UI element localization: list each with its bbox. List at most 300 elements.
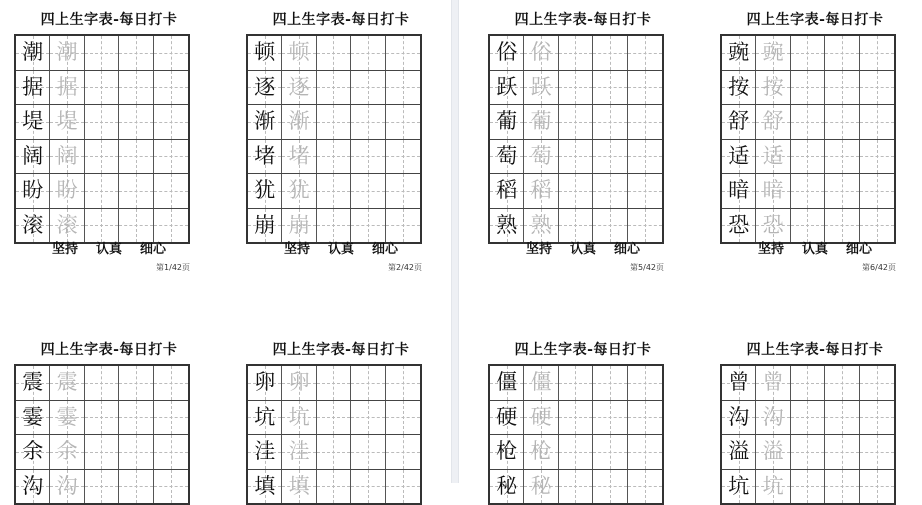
grid-row: [490, 401, 662, 436]
motto-word: 坚持: [525, 242, 552, 257]
tianzige-cell: [50, 71, 84, 105]
tianzige-cell: [490, 174, 524, 208]
worksheet-title: 四上生字表-每日打卡: [40, 342, 178, 358]
tianzige-cell: [317, 366, 351, 400]
motto-word: 细心: [614, 242, 641, 257]
page-number: 第6/42页: [862, 263, 896, 272]
tianzige-cell: [50, 470, 84, 504]
tianzige-cell: [119, 174, 153, 208]
tianzige-cell: [154, 366, 188, 400]
trace-character: 顿: [288, 40, 310, 65]
trace-character: 坑: [762, 473, 784, 498]
tianzige-cell: [351, 209, 385, 243]
motto-word: 认真: [327, 242, 354, 257]
motto-word: 细心: [140, 242, 167, 257]
tianzige-cell: [722, 435, 756, 469]
trace-character: 沟: [762, 404, 784, 429]
tianzige-cell: [50, 401, 84, 435]
motto-line: [14, 238, 204, 257]
tianzige-cell: [16, 470, 50, 504]
motto-word: 认真: [95, 242, 122, 257]
model-character: 跃: [496, 74, 518, 99]
grid-row: [248, 435, 420, 470]
tianzige-cell: [317, 140, 351, 174]
tianzige-cell: [154, 36, 188, 70]
writing-grid: [488, 364, 664, 505]
model-character: 洼: [254, 439, 276, 464]
trace-character: 僵: [530, 370, 552, 395]
tianzige-cell: [154, 105, 188, 139]
tianzige-cell: [282, 435, 316, 469]
trace-character: 按: [762, 74, 784, 99]
trace-character: 稻: [530, 178, 552, 203]
tianzige-cell: [791, 36, 825, 70]
tianzige-cell: [248, 105, 282, 139]
tianzige-cell: [756, 435, 790, 469]
tianzige-cell: [593, 435, 627, 469]
tianzige-cell: [628, 435, 662, 469]
worksheet-title: 四上生字表-每日打卡: [40, 12, 178, 28]
tianzige-cell: [559, 140, 593, 174]
tianzige-cell: [559, 71, 593, 105]
tianzige-cell: [756, 366, 790, 400]
tianzige-cell: [825, 470, 859, 504]
model-character: 逐: [254, 74, 276, 99]
tianzige-cell: [825, 174, 859, 208]
tianzige-cell: [386, 470, 420, 504]
tianzige-cell: [317, 105, 351, 139]
writing-grid: [14, 34, 190, 244]
tianzige-cell: [119, 36, 153, 70]
trace-character: 渐: [288, 109, 310, 134]
trace-character: 秘: [530, 473, 552, 498]
grid-row: [248, 174, 420, 209]
tianzige-cell: [559, 401, 593, 435]
tianzige-cell: [825, 71, 859, 105]
motto-word: 坚持: [51, 242, 78, 257]
tianzige-cell: [154, 71, 188, 105]
tianzige-cell: [386, 174, 420, 208]
tianzige-cell: [386, 105, 420, 139]
tianzige-cell: [825, 401, 859, 435]
model-character: 霎: [22, 404, 44, 429]
tianzige-cell: [119, 401, 153, 435]
tianzige-cell: [351, 470, 385, 504]
tianzige-cell: [722, 140, 756, 174]
tianzige-cell: [282, 209, 316, 243]
tianzige-cell: [593, 36, 627, 70]
tianzige-cell: [825, 435, 859, 469]
tianzige-cell: [860, 209, 894, 243]
writing-grid: [14, 364, 190, 505]
tianzige-cell: [628, 174, 662, 208]
tianzige-cell: [722, 174, 756, 208]
tianzige-cell: [248, 209, 282, 243]
tianzige-cell: [282, 140, 316, 174]
tianzige-cell: [85, 71, 119, 105]
tianzige-cell: [593, 174, 627, 208]
tianzige-cell: [317, 401, 351, 435]
tianzige-cell: [351, 174, 385, 208]
tianzige-cell: [119, 435, 153, 469]
model-character: 震: [22, 370, 44, 395]
tianzige-cell: [282, 174, 316, 208]
grid-row: [16, 140, 188, 175]
tianzige-cell: [282, 36, 316, 70]
grid-row: [490, 366, 662, 401]
tianzige-cell: [593, 140, 627, 174]
tianzige-cell: [386, 36, 420, 70]
tianzige-cell: [85, 401, 119, 435]
tianzige-cell: [282, 105, 316, 139]
trace-character: 卵: [288, 370, 310, 395]
model-character: 潮: [22, 40, 44, 65]
tianzige-cell: [386, 209, 420, 243]
grid-row: [248, 140, 420, 175]
tianzige-cell: [524, 209, 558, 243]
tianzige-cell: [524, 470, 558, 504]
grid-row: [490, 36, 662, 71]
worksheet-card[interactable]: [488, 340, 678, 498]
tianzige-cell: [282, 366, 316, 400]
tianzige-cell: [860, 105, 894, 139]
tianzige-cell: [351, 71, 385, 105]
grid-row: [16, 209, 188, 243]
grid-row: [490, 435, 662, 470]
tianzige-cell: [351, 140, 385, 174]
model-character: 余: [22, 439, 44, 464]
grid-row: [722, 470, 894, 504]
grid-row: [248, 105, 420, 140]
tianzige-cell: [351, 401, 385, 435]
tianzige-cell: [860, 401, 894, 435]
motto-word: 认真: [569, 242, 596, 257]
model-character: 硬: [496, 404, 518, 429]
tianzige-cell: [628, 366, 662, 400]
tianzige-cell: [722, 401, 756, 435]
model-character: 暗: [728, 178, 750, 203]
trace-character: 滚: [56, 212, 78, 237]
tianzige-cell: [628, 209, 662, 243]
tianzige-cell: [85, 174, 119, 208]
grid-row: [16, 470, 188, 504]
tianzige-cell: [524, 401, 558, 435]
tianzige-cell: [317, 71, 351, 105]
tianzige-cell: [50, 435, 84, 469]
tianzige-cell: [386, 401, 420, 435]
tianzige-cell: [860, 174, 894, 208]
tianzige-cell: [628, 470, 662, 504]
trace-character: 曾: [762, 370, 784, 395]
tianzige-cell: [16, 174, 50, 208]
motto-word: 坚持: [283, 242, 310, 257]
trace-character: 跃: [530, 74, 552, 99]
tianzige-cell: [860, 470, 894, 504]
grid-row: [16, 174, 188, 209]
motto-line: [488, 238, 678, 257]
tianzige-cell: [628, 401, 662, 435]
tianzige-cell: [825, 366, 859, 400]
grid-row: [722, 105, 894, 140]
tianzige-cell: [351, 36, 385, 70]
tianzige-cell: [722, 209, 756, 243]
tianzige-cell: [85, 36, 119, 70]
tianzige-cell: [119, 105, 153, 139]
tianzige-cell: [16, 401, 50, 435]
grid-row: [16, 366, 188, 401]
writing-grid: [246, 34, 422, 244]
trace-character: 崩: [288, 212, 310, 237]
grid-row: [490, 71, 662, 106]
worksheet-card[interactable]: [488, 10, 678, 300]
grid-row: [722, 71, 894, 106]
motto-word: 认真: [801, 242, 828, 257]
tianzige-cell: [593, 401, 627, 435]
grid-row: [248, 401, 420, 436]
tianzige-cell: [317, 174, 351, 208]
tianzige-cell: [490, 470, 524, 504]
tianzige-cell: [722, 470, 756, 504]
tianzige-cell: [248, 174, 282, 208]
grid-row: [722, 36, 894, 71]
trace-character: 震: [56, 370, 78, 395]
tianzige-cell: [386, 435, 420, 469]
model-character: 顿: [254, 40, 276, 65]
tianzige-cell: [791, 71, 825, 105]
tianzige-cell: [756, 401, 790, 435]
tianzige-cell: [490, 401, 524, 435]
tianzige-cell: [756, 209, 790, 243]
model-character: 堤: [22, 109, 44, 134]
grid-row: [248, 71, 420, 106]
motto-line: [720, 238, 910, 257]
model-character: 渐: [254, 109, 276, 134]
tianzige-cell: [524, 71, 558, 105]
motto-line: [246, 238, 436, 257]
tianzige-cell: [860, 71, 894, 105]
tianzige-cell: [248, 36, 282, 70]
tianzige-cell: [50, 209, 84, 243]
model-character: 按: [728, 74, 750, 99]
model-character: 卵: [254, 370, 276, 395]
trace-character: 据: [56, 74, 78, 99]
tianzige-cell: [154, 209, 188, 243]
model-character: 崩: [254, 212, 276, 237]
tianzige-cell: [593, 470, 627, 504]
model-character: 恐: [728, 212, 750, 237]
tianzige-cell: [351, 435, 385, 469]
model-character: 枪: [496, 439, 518, 464]
tianzige-cell: [119, 209, 153, 243]
worksheet-card[interactable]: [246, 340, 436, 498]
tianzige-cell: [860, 140, 894, 174]
page-number: 第2/42页: [388, 263, 422, 272]
worksheet-title: 四上生字表-每日打卡: [514, 342, 652, 358]
tianzige-cell: [722, 105, 756, 139]
page-number: 第5/42页: [630, 263, 664, 272]
tianzige-cell: [593, 71, 627, 105]
tianzige-cell: [85, 366, 119, 400]
tianzige-cell: [490, 366, 524, 400]
tianzige-cell: [317, 36, 351, 70]
trace-character: 阔: [56, 143, 78, 168]
tianzige-cell: [722, 366, 756, 400]
tianzige-cell: [559, 174, 593, 208]
trace-character: 溢: [762, 439, 784, 464]
model-character: 据: [22, 74, 44, 99]
model-character: 滚: [22, 212, 44, 237]
grid-row: [248, 209, 420, 243]
tianzige-cell: [524, 435, 558, 469]
trace-character: 坑: [288, 404, 310, 429]
tianzige-cell: [722, 36, 756, 70]
tianzige-cell: [16, 105, 50, 139]
grid-row: [16, 401, 188, 436]
trace-character: 霎: [56, 404, 78, 429]
grid-row: [722, 174, 894, 209]
trace-character: 暗: [762, 178, 784, 203]
tianzige-cell: [756, 470, 790, 504]
tianzige-cell: [756, 71, 790, 105]
tianzige-cell: [282, 470, 316, 504]
motto-word: 细心: [846, 242, 873, 257]
trace-character: 恐: [762, 212, 784, 237]
grid-row: [16, 36, 188, 71]
tianzige-cell: [559, 209, 593, 243]
grid-row: [722, 209, 894, 243]
tianzige-cell: [825, 36, 859, 70]
tianzige-cell: [248, 435, 282, 469]
tianzige-cell: [248, 470, 282, 504]
tianzige-cell: [154, 435, 188, 469]
tianzige-cell: [722, 71, 756, 105]
tianzige-cell: [386, 140, 420, 174]
tianzige-cell: [16, 435, 50, 469]
worksheet-card[interactable]: [720, 340, 910, 498]
model-character: 盼: [22, 178, 44, 203]
tianzige-cell: [490, 140, 524, 174]
trace-character: 葡: [530, 109, 552, 134]
worksheet-title: 四上生字表-每日打卡: [746, 12, 884, 28]
model-character: 犹: [254, 178, 276, 203]
grid-row: [722, 366, 894, 401]
tianzige-cell: [791, 140, 825, 174]
tianzige-cell: [16, 36, 50, 70]
tianzige-cell: [85, 209, 119, 243]
tianzige-cell: [860, 435, 894, 469]
trace-character: 洼: [288, 439, 310, 464]
trace-character: 填: [288, 473, 310, 498]
model-character: 溢: [728, 439, 750, 464]
motto-word: 坚持: [757, 242, 784, 257]
tianzige-cell: [490, 105, 524, 139]
model-character: 沟: [728, 404, 750, 429]
tianzige-cell: [317, 209, 351, 243]
tianzige-cell: [825, 140, 859, 174]
grid-row: [490, 105, 662, 140]
tianzige-cell: [559, 36, 593, 70]
tianzige-cell: [593, 366, 627, 400]
writing-grid: [246, 364, 422, 505]
tianzige-cell: [593, 209, 627, 243]
model-character: 葡: [496, 109, 518, 134]
trace-character: 余: [56, 439, 78, 464]
grid-row: [16, 435, 188, 470]
model-character: 阔: [22, 143, 44, 168]
tianzige-cell: [524, 366, 558, 400]
model-character: 稻: [496, 178, 518, 203]
grid-row: [490, 140, 662, 175]
grid-row: [248, 470, 420, 504]
trace-character: 豌: [762, 40, 784, 65]
tianzige-cell: [791, 209, 825, 243]
tianzige-cell: [248, 71, 282, 105]
tianzige-cell: [50, 174, 84, 208]
grid-row: [722, 140, 894, 175]
tianzige-cell: [559, 435, 593, 469]
model-character: 填: [254, 473, 276, 498]
tianzige-cell: [282, 401, 316, 435]
tianzige-cell: [593, 105, 627, 139]
trace-character: 盼: [56, 178, 78, 203]
model-character: 曾: [728, 370, 750, 395]
tianzige-cell: [317, 435, 351, 469]
tianzige-cell: [791, 174, 825, 208]
tianzige-cell: [50, 36, 84, 70]
worksheet-card[interactable]: [14, 340, 204, 498]
model-character: 秘: [496, 473, 518, 498]
tianzige-cell: [756, 140, 790, 174]
tianzige-cell: [154, 174, 188, 208]
model-character: 僵: [496, 370, 518, 395]
motto-word: 细心: [372, 242, 399, 257]
worksheet-card[interactable]: [14, 10, 204, 300]
model-character: 舒: [728, 109, 750, 134]
tianzige-cell: [628, 105, 662, 139]
tianzige-cell: [85, 470, 119, 504]
writing-grid: [720, 34, 896, 244]
tianzige-cell: [154, 470, 188, 504]
tianzige-cell: [490, 36, 524, 70]
tianzige-cell: [825, 105, 859, 139]
trace-character: 萄: [530, 143, 552, 168]
tianzige-cell: [756, 36, 790, 70]
tianzige-cell: [524, 105, 558, 139]
model-character: 熟: [496, 212, 518, 237]
grid-row: [722, 435, 894, 470]
tianzige-cell: [248, 366, 282, 400]
trace-character: 沟: [56, 473, 78, 498]
worksheet-title: 四上生字表-每日打卡: [272, 12, 410, 28]
model-character: 坑: [254, 404, 276, 429]
tianzige-cell: [524, 140, 558, 174]
tianzige-cell: [16, 71, 50, 105]
writing-grid: [488, 34, 664, 244]
worksheet-card[interactable]: [720, 10, 910, 300]
tianzige-cell: [791, 105, 825, 139]
tianzige-cell: [791, 366, 825, 400]
tianzige-cell: [559, 105, 593, 139]
tianzige-cell: [791, 470, 825, 504]
tianzige-cell: [386, 71, 420, 105]
tianzige-cell: [16, 209, 50, 243]
worksheet-card[interactable]: [246, 10, 436, 300]
model-character: 堵: [254, 143, 276, 168]
trace-character: 犹: [288, 178, 310, 203]
tianzige-cell: [524, 174, 558, 208]
tianzige-cell: [860, 36, 894, 70]
trace-character: 熟: [530, 212, 552, 237]
